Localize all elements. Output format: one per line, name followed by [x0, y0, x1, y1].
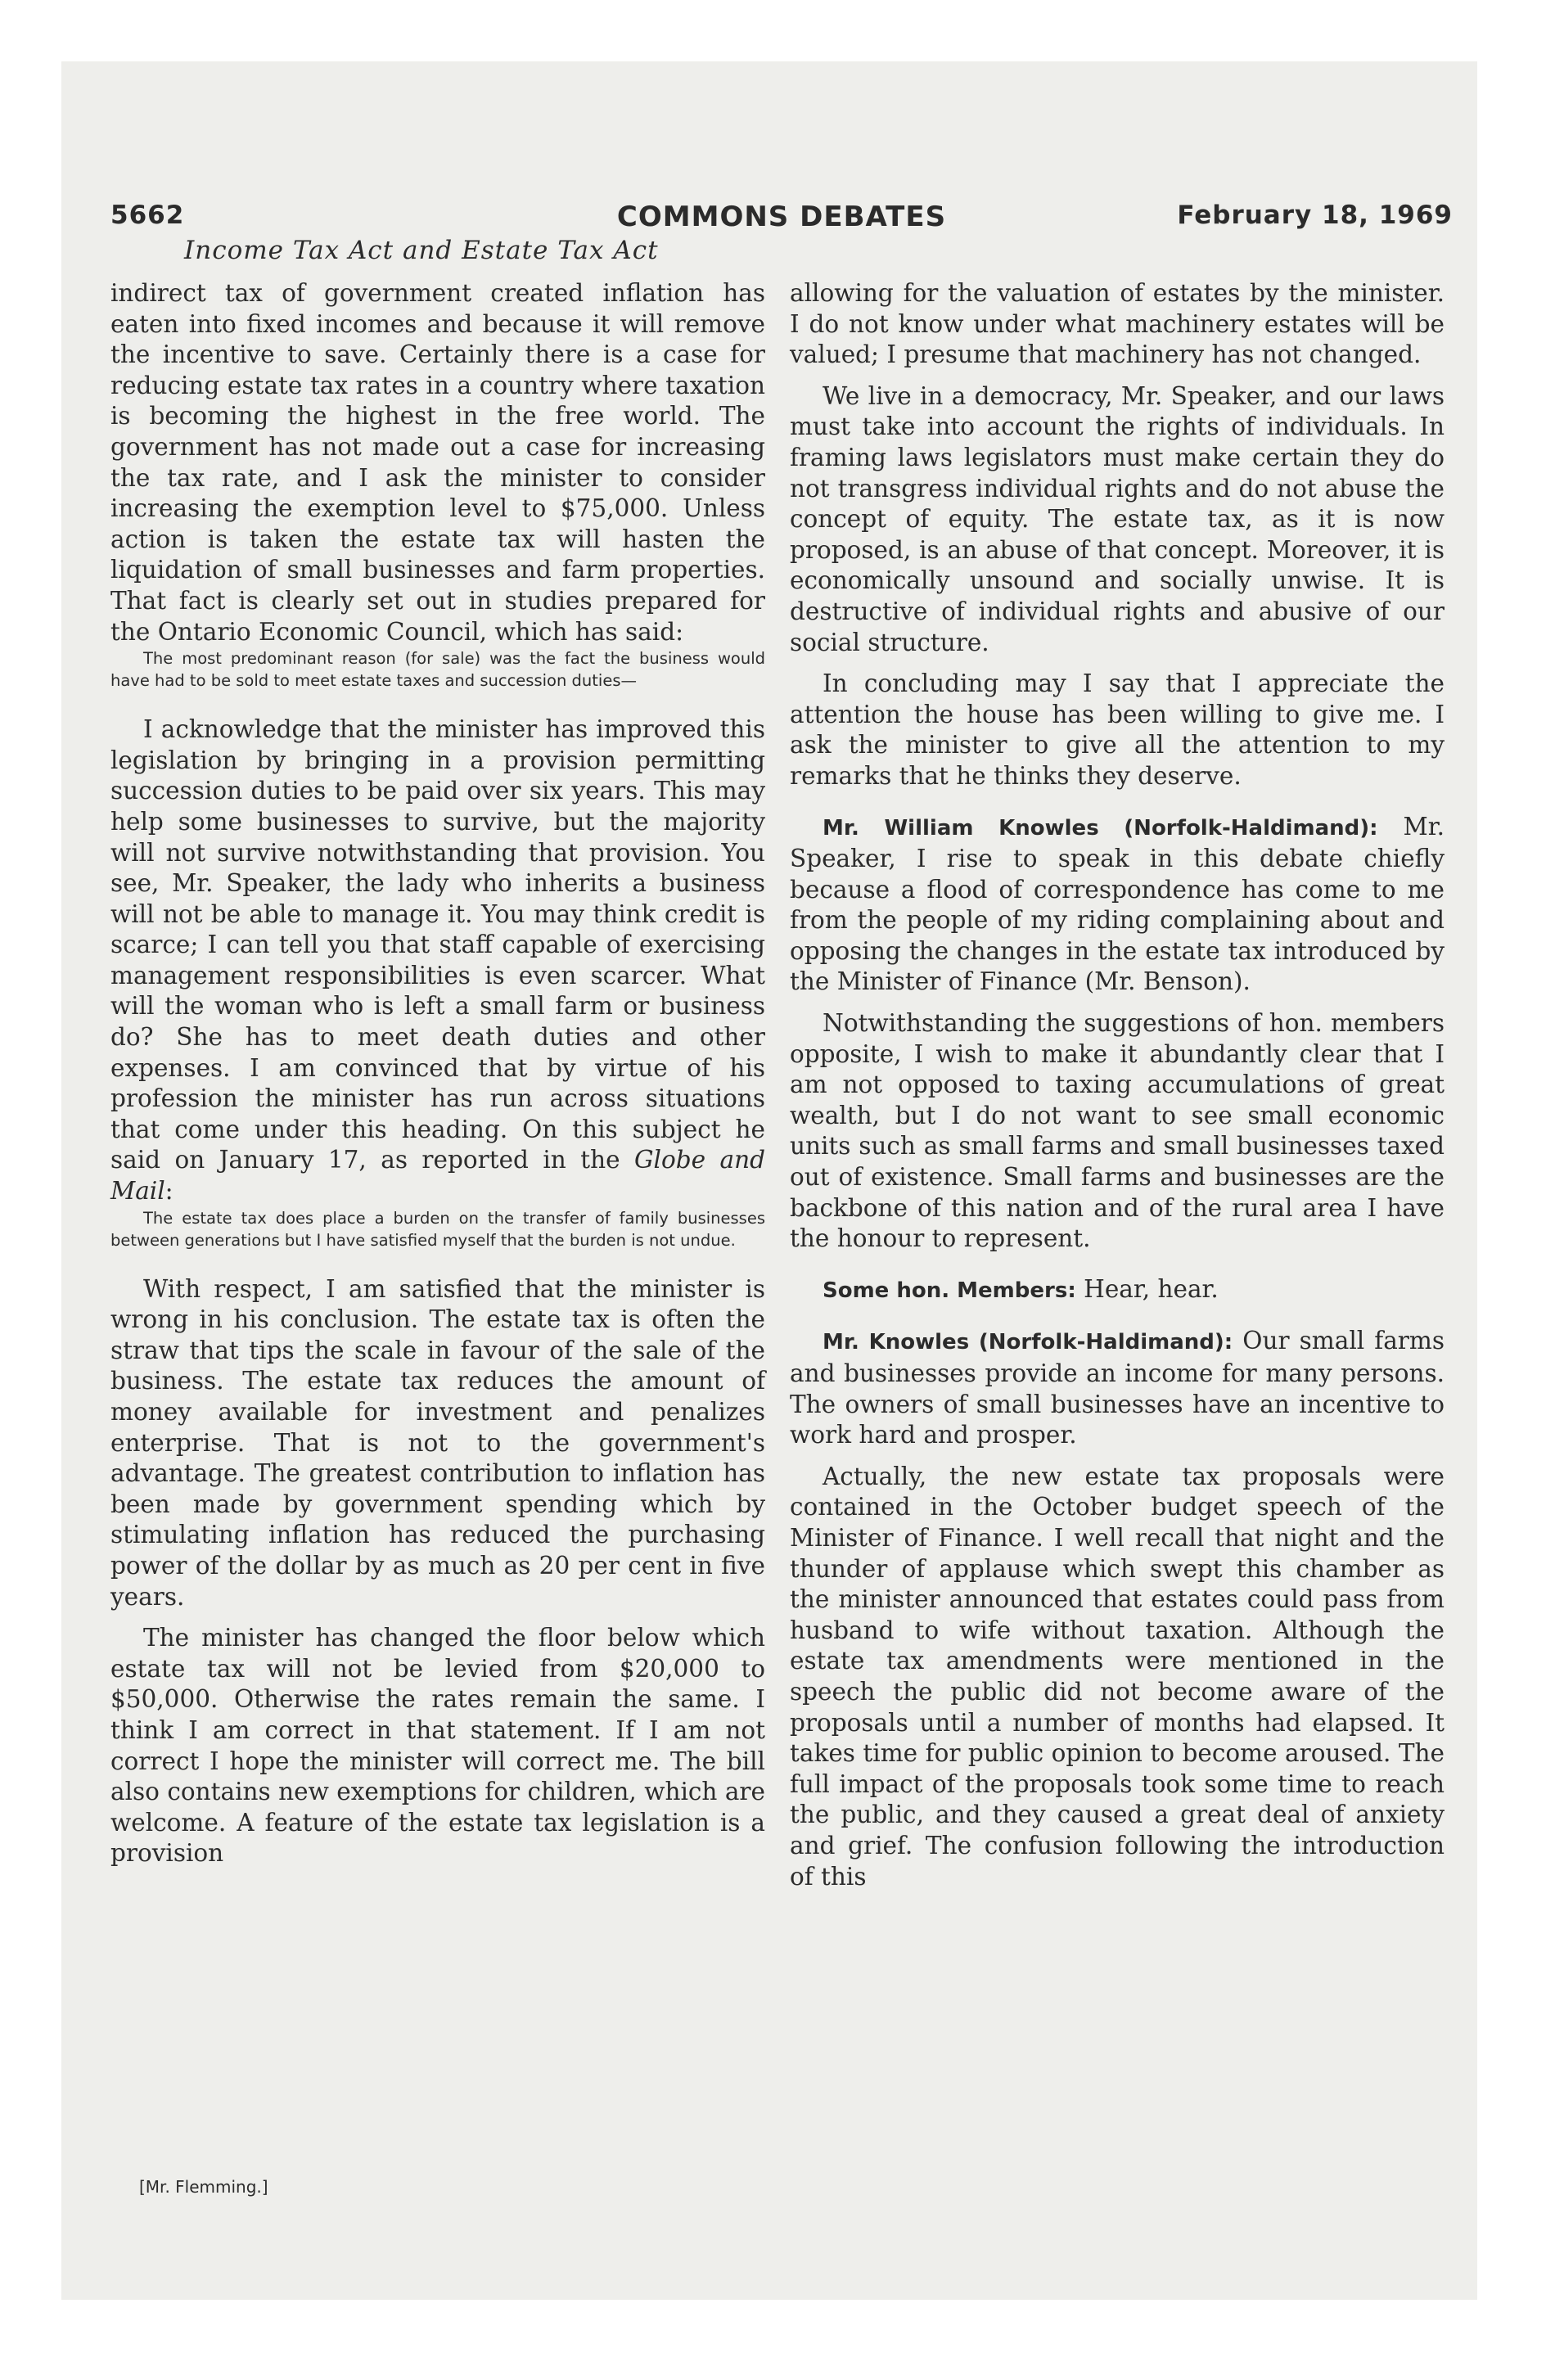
paragraph: allowing for the valuation of estates by the minister. I do not know under what machinery estates will be valued; I presume that machinery has not changed. [790, 279, 1445, 369]
paragraph [110, 714, 765, 1207]
paragraph: indirect tax of government created inflation has eaten into fixed incomes and because it will remove the incentive to save. Certainly there is a case for reducing estate tax rates in a country where taxation is becoming the highest in the free world. The government has not made out a case for increasing the tax rate, and I ask the minister to consider increasing the exemption level to $75,000. Unless action is taken the estate tax will hasten the liquidation of small businesses and farm properties. That fact is clearly set out in studies prepared for the Ontario Economic Council, which has said: [110, 279, 765, 646]
paragraph-text: Hear, hear. [1075, 1274, 1219, 1303]
block-quote: The estate tax does place a burden on the transfer of family businesses between generations but I have satisfied myself that the burden is not undue. [110, 1208, 765, 1250]
paragraph: The minister has changed the floor below which estate tax will not be levied from $20,000 to $50,000. Otherwise the rates remain the same. I think I am correct in that statement. If I am not correct I hope the minister will correct me. The bill also contains new exemptions for children, which are welcome. A feature of the estate tax legislation is a provision [110, 1624, 765, 1868]
paragraph: We live in a democracy, Mr. Speaker, and our laws must take into account the rights of individuals. In framing laws legislators must make certain they do not transgress individual rights and do not abuse the concept of equity. The estate tax, as it is now proposed, is an abuse of that concept. Moreover, it is economically unsound and socially unwise. It is destructive of individual rights and abusive of our social structure. [790, 381, 1445, 656]
paragraph: Actually, the new estate tax proposals were contained in the October budget speech of the Minister of Finance. I well recall that night and the thunder of applause which swept this chamber as the minister announced that estates could pass from husband to wife without taxation. Although the estate tax amendments were mentioned in the speech the public did not become aware of the proposals until a number of months had elapsed. It takes time for public opinion to become aroused. The full impact of the proposals took some time to reach the public, and they caused a great deal of anxiety and grief. The confusion following the introduction of this [790, 1462, 1445, 1891]
right-column [790, 278, 1445, 1892]
running-subtitle: Income Tax Act and Estate Tax Act [184, 236, 659, 265]
left-column [110, 278, 765, 1869]
page-date: February 18, 1969 [1177, 201, 1453, 230]
speaker-footer: [Mr. Flemming.] [139, 2177, 268, 2197]
page-number: 5662 [110, 201, 185, 230]
speech-paragraph [790, 1274, 1445, 1307]
speaker-name: Some hon. Members: [823, 1278, 1076, 1303]
paragraph-text: Mr. Speaker, I rise to speak in this debate chiefly because a flood of correspondence has come to me from the people of my riding complaining about and opposing the changes in the estate tax introduced by the Minister of Finance (Mr. Benson). [790, 812, 1445, 996]
paragraph-text: I acknowledge that the minister has improved this legislation by bringing in a provision permitting succession duties to be paid over six years. This may help some businesses to survive, but the majority will not survive notwithstanding that provision. You see, Mr. Speaker, the lady who inherits a business will not be able to manage it. You may think credit is scarce; I can tell you that staff capable of exercising management responsibilities is even scarcer. What will the woman who is left a small farm or business do? She has to meet death duties and other expenses. I am convinced that by virtue of his profession the minister has run across situations that come under this heading. On this subject he said on January 17, as reported in the [110, 715, 765, 1174]
paragraph: Notwithstanding the suggestions of hon. members opposite, I wish to make it abundantly clear that I am not opposed to taxing accumulations of great wealth, but I do not want to see small economic units such as small farms and small businesses taxed out of existence. Small farms and businesses are the backbone of this nation and of the rural area I have the honour to represent. [790, 1009, 1445, 1253]
paragraph-text: : [165, 1177, 174, 1206]
publication-title: COMMONS DEBATES [616, 201, 947, 233]
speaker-name: Mr. Knowles (Norfolk-Haldimand): [823, 1330, 1233, 1355]
speech-paragraph [790, 1326, 1445, 1450]
block-quote: The most predominant reason (for sale) was the fact the business would have had to be sold to meet estate taxes and succession duties— [110, 649, 765, 691]
paragraph: With respect, I am satisfied that the minister is wrong in his conclusion. The estate tax is often the straw that tips the scale in favour of the sale of the business. The estate tax reduces the amount of money available for investment and penalizes enterprise. That is not to the government's advantage. The greatest contribution to inflation has been made by government spending which by stimulating inflation has reduced the purchasing power of the dollar by as much as 20 per cent in five years. [110, 1274, 765, 1611]
speech-paragraph [790, 812, 1445, 998]
paragraph: In concluding may I say that I appreciate the attention the house has been willing to give me. I ask the minister to give all the attention to my remarks that he thinks they deserve. [790, 669, 1445, 790]
newspaper-name: Globe and Mail [110, 1146, 765, 1206]
paragraph-text: Our small farms and businesses provide an income for many persons. The owners of small businesses have an incentive to work hard and prosper. [790, 1327, 1445, 1449]
speaker-name: Mr. William Knowles (Norfolk-Haldimand): [823, 815, 1378, 841]
